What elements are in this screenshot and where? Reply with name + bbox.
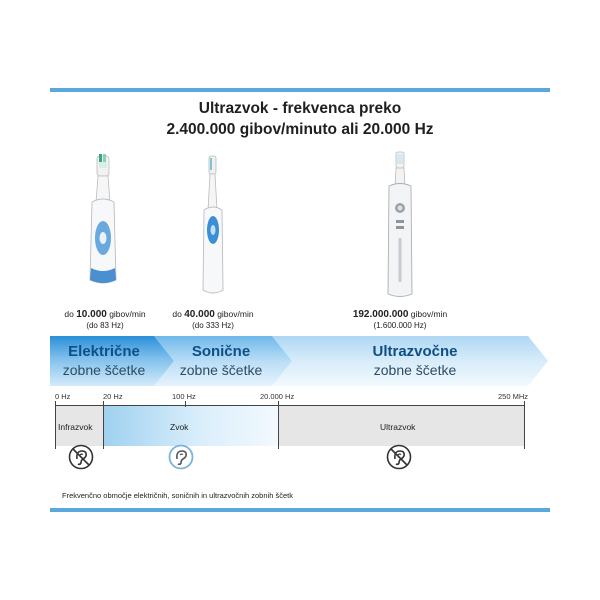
figure-caption: Frekvenčno območje električnih, soničnih in ultrazvočnih zobnih ščetk — [62, 491, 293, 500]
electric-band-label — [50, 343, 158, 379]
electric-band-subtitle: zobne ščetke — [62, 362, 146, 378]
ultrasonic-spec-note: (1.600.000 Hz) — [373, 321, 427, 330]
tick-label-0hz: 0 Hz — [55, 392, 71, 401]
sonic-brush-spec — [148, 309, 278, 331]
title-line-2: 2.400.000 gibov/minuto ali 20.000 Hz — [166, 121, 434, 138]
ultrasonic-toothbrush-image — [377, 148, 423, 302]
sonic-band-title: Sonične — [191, 343, 251, 360]
tick-100hz — [185, 401, 186, 407]
tick-250mhz — [524, 401, 525, 449]
ultrasonic-brush-spec — [330, 309, 470, 331]
electric-spec-value: 10.000 — [76, 309, 107, 320]
sonic-spec-note: (do 333 Hz) — [192, 321, 234, 330]
no-hearing-icon — [386, 444, 412, 470]
audible-bar — [103, 406, 278, 446]
tick-label-250mhz: 250 MHz — [498, 392, 529, 401]
ultrasonic-band-title: Ultrazvočne — [372, 343, 458, 360]
sonic-spec-suffix: gibov/min — [214, 309, 254, 319]
sonic-spec-value: 40.000 — [184, 309, 215, 320]
ultrasonic-spec-suffix: gibov/min — [408, 309, 448, 319]
region-label-ultrasound: Ultrazvok — [380, 422, 416, 432]
frequency-scale — [55, 392, 529, 452]
category-bands — [50, 334, 550, 388]
title-line-1: Ultrazvok - frekvenca preko — [198, 100, 402, 117]
ultrasonic-band-label — [300, 343, 530, 379]
sonic-toothbrush-image — [193, 152, 233, 300]
region-label-sound: Zvok — [170, 422, 189, 432]
electric-band-title: Električne — [68, 343, 140, 360]
sonic-band-subtitle: zobne ščetke — [179, 362, 263, 378]
tick-label-20hz: 20 Hz — [103, 392, 123, 401]
electric-spec-note: (do 83 Hz) — [86, 321, 124, 330]
no-hearing-icon — [68, 444, 94, 470]
tick-label-100hz: 100 Hz — [172, 392, 196, 401]
electric-spec-prefix: do — [64, 309, 77, 319]
frequency-axis — [55, 405, 525, 406]
electric-spec-suffix: gibov/min — [106, 309, 146, 319]
sonic-spec-prefix: do — [172, 309, 185, 319]
region-label-infrasound: Infrazvok — [58, 422, 93, 432]
bottom-rule — [50, 508, 550, 512]
ultrasonic-spec-value: 192.000.000 — [352, 309, 409, 320]
electric-toothbrush-image — [78, 150, 128, 300]
sonic-band-label — [166, 343, 276, 379]
tick-20hz — [103, 401, 104, 449]
top-rule — [50, 88, 550, 92]
tick-label-20000hz: 20.000 Hz — [260, 392, 295, 401]
hearing-icon — [168, 444, 194, 470]
ultrasonic-band-subtitle: zobne ščetke — [373, 362, 457, 378]
tick-20000hz — [278, 401, 279, 449]
tick-0hz — [55, 401, 56, 449]
